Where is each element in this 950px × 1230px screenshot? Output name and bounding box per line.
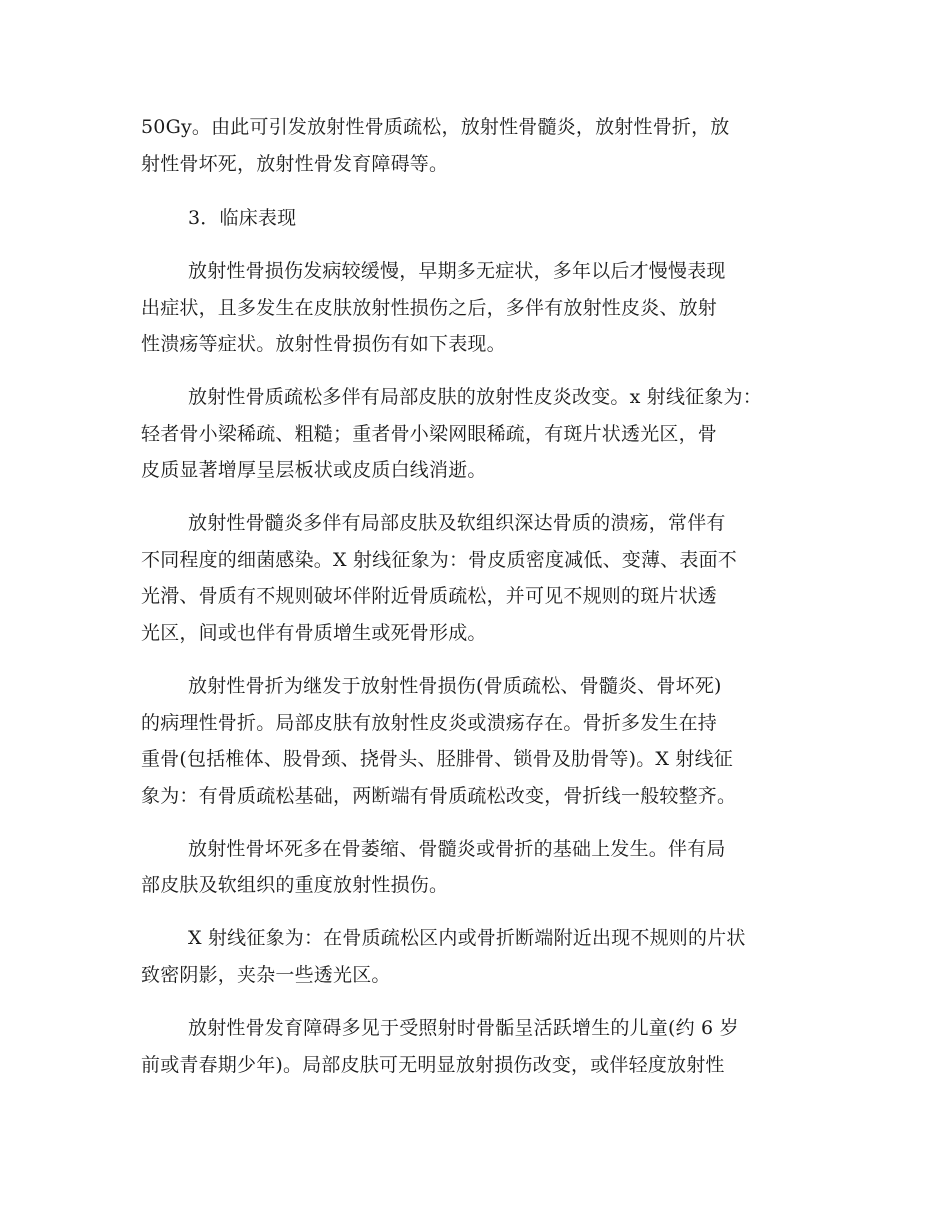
text-line: 象为：有骨质疏松基础，两断端有骨质疏松改变，骨折线一般较整齐。: [141, 785, 737, 807]
text-line: 放射性骨髓炎多伴有局部皮肤及软组织深达骨质的溃疡，常伴有: [188, 512, 726, 534]
text-line: 致密阴影，夹杂一些透光区。: [141, 964, 391, 986]
text-line: 皮质显著增厚呈层板状或皮质白线消逝。: [141, 459, 487, 481]
text-line: 不同程度的细菌感染。X 射线征象为：骨皮质密度减低、变薄、表面不: [141, 549, 737, 571]
text-line: 放射性骨发育障碍多见于受照射时骨骺呈活跃增生的儿童(约 6 岁: [188, 1017, 739, 1039]
text-line: 光区，间或也伴有骨质增生或死骨形成。: [141, 622, 487, 644]
section-heading: 3．临床表现: [188, 207, 297, 229]
text-line: 放射性骨质疏松多伴有局部皮肤的放射性皮炎改变。x 射线征象为：: [188, 386, 762, 408]
text-line: 放射性骨坏死多在骨萎缩、骨髓炎或骨折的基础上发生。伴有局: [188, 838, 726, 860]
text-line: 出症状，且多发生在皮肤放射性损伤之后，多伴有放射性皮炎、放射: [141, 297, 718, 319]
text-line: 放射性骨损伤发病较缓慢，早期多无症状，多年以后才慢慢表现: [188, 260, 726, 282]
text-line: 轻者骨小梁稀疏、粗糙；重者骨小梁网眼稀疏，有斑片状透光区，骨: [141, 423, 718, 445]
text-line: 前或青春期少年)。局部皮肤可无明显放射损伤改变，或伴轻度放射性: [141, 1054, 725, 1076]
text-line: 部皮肤及软组织的重度放射性损伤。: [141, 874, 449, 896]
text-line: 性溃疡等症状。放射性骨损伤有如下表现。: [141, 333, 506, 355]
text-line: X 射线征象为：在骨质疏松区内或骨折断端附近出现不规则的片状: [188, 927, 746, 949]
text-line: 放射性骨折为继发于放射性骨损伤(骨质疏松、骨髓炎、骨坏死): [188, 675, 722, 697]
text-line: 50Gy。由此可引发放射性骨质疏松，放射性骨髓炎，放射性骨折，放: [141, 116, 730, 138]
text-line: 的病理性骨折。局部皮肤有放射性皮炎或溃疡存在。骨折多发生在持: [141, 712, 718, 734]
text-line: 光滑、骨质有不规则破坏伴附近骨质疏松，并可见不规则的斑片状透: [141, 585, 718, 607]
text-line: 重骨(包括椎体、股骨颈、挠骨头、胫腓骨、锁骨及肋骨等)。X 射线征: [141, 748, 733, 770]
text-line: 射性骨坏死，放射性骨发育障碍等。: [141, 153, 449, 175]
